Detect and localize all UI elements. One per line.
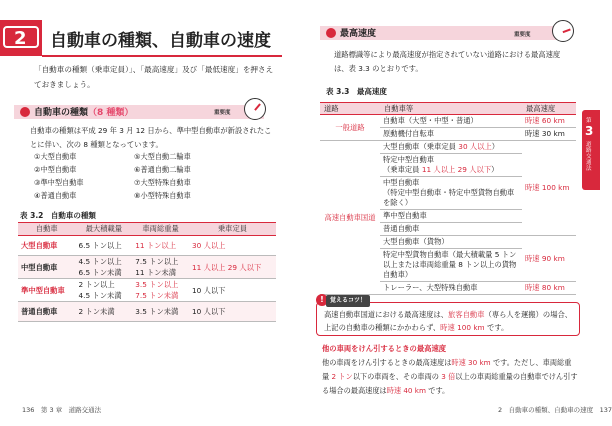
table-cell: 2 トン以上 4.5 トン未満 [76,279,133,302]
left-page [0,0,300,426]
subheading-max-speed [320,20,570,42]
table-header: 道路 [320,103,380,115]
vehicle-cell: 自動車（大型・中型・普通） [380,115,522,128]
importance-label: 重要度 [214,110,231,116]
table-row [18,302,276,322]
vehicle-type-item: ④普通自動車 [34,191,77,200]
vehicle-cell: 普通自動車 [380,223,522,236]
table-header: 乗車定員 [189,223,276,236]
vehicle-cell: 原動機付自転車 [380,128,522,141]
table-cell: 10 人以下 [189,302,276,322]
table-cell: 6.5 トン以上 [76,236,133,256]
vehicle-cell: 大型自動車（貨物） [380,236,522,249]
table-header: 自動車等 [380,103,522,115]
section-badge [0,20,42,56]
speed-cell: 時速 100 km [522,141,576,236]
table-cell: 11 トン以上 [132,236,189,256]
importance-gauge-icon [552,20,574,42]
table-cell: 3.5 トン未満 [132,302,189,322]
table-cell: 2 トン未満 [76,302,133,322]
table-header: 最高速度 [522,103,576,115]
section-header [0,20,290,56]
table-header: 最大積載量 [76,223,133,236]
vehicle-type-item: ③準中型自動車 [34,178,84,187]
table-row [18,256,276,279]
vehicle-types-table [18,222,276,322]
speed-cell: 時速 90 km [522,236,576,282]
vehicle-type-list [34,151,234,201]
towing-heading: 他の車両をけん引するときの最高速度 [322,344,447,353]
vehicle-type-item: ②中型自動車 [34,165,77,174]
section-title: 自動車の種類、自動車の速度 [50,31,271,51]
vehicle-cell: 大型自動車（乗車定員 30 人以上） [380,141,522,154]
table-header: 車両総重量 [132,223,189,236]
table-row [320,115,576,128]
table-cell: 4.5 トン以上 6.5 トン未満 [76,256,133,279]
intro-text: 「自動車の種類（乗車定員）」、「最高速度」及び「最低速度」を押さえておきましょう。 [34,65,274,89]
right-page [300,0,612,426]
body-paragraph: 道路標識等により最高速度が指定されていない道路における最高速度は、表 3.3 のとおりです。 [334,50,561,73]
table-row [18,236,276,256]
table-cell: 3.5 トン以上 7.5 トン未満 [132,279,189,302]
vehicle-type-item: ①大型自動車 [34,152,77,161]
table-caption: 表 3.3 最高速度 [326,87,387,96]
vehicle-type-item: ⑤大型自動二輪車 [134,152,191,161]
subheading-count: （8 種類） [88,108,134,118]
vehicle-cell: 特定中型自動車 （乗車定員 11 人以上 29 人以下） [380,154,522,177]
page-footer: 136 第 3 章 道路交通法 [22,406,102,414]
speed-cell: 時速 80 km [522,282,576,295]
vehicle-cell: 中型自動車 （特定中型自動車・特定中型貨物自動車を除く） [380,177,522,210]
road-cell: 高速自動車国道 [320,141,380,295]
section-number: 2 [14,28,27,49]
tip-icon: ! [316,294,328,306]
table-row [18,279,276,302]
vehicle-type-item: ⑥普通自動二輪車 [134,165,191,174]
table-row [320,141,576,154]
vehicle-type-item: ⑦大型特殊自動車 [134,178,191,187]
table-cell: 11 人以上 29 人以下 [189,256,276,279]
table-header: 自動車 [18,223,76,236]
importance-gauge-icon [244,98,266,120]
body-paragraph: 自動車の種類は平成 29 年 3 月 12 日から、準中型自動車が新設されたことに伴い、次の 8 種類となっています。 [30,126,272,149]
vehicle-type-cell: 大型自動車 [18,236,76,256]
tip-text: 高速自動車国道における最高速度は、旅客自動車（専ら人を運搬）の場合、上記の自動車の種類にかかわらず、時速 100 km です。 [324,310,573,332]
max-speed-table [320,102,576,295]
towing-paragraph: 他の車両をけん引するときの最高速度は時速 30 km です。ただし、車両総重量 2 トン以下の車両を、その車両の 3 倍以上の車両総重量の自動車でけん引する場合の最高速度は時速 40 km です。 [322,358,578,395]
subheading-label: 最高速度 [340,29,377,39]
vehicle-type-cell: 中型自動車 [18,256,76,279]
bullet-icon [326,28,336,38]
table-cell: 7.5 トン以上 11 トン未満 [132,256,189,279]
speed-cell: 時速 30 km [522,128,576,141]
vehicle-type-cell: 準中型自動車 [18,279,76,302]
table-cell: 10 人以下 [189,279,276,302]
chapter-side-tab: 第 3 道路交通法 [582,110,600,190]
table-cell: 30 人以上 [189,236,276,256]
vehicle-cell: トレーラー、大型特殊自動車 [380,282,522,295]
speed-cell: 時速 60 km [522,115,576,128]
importance-label: 重要度 [514,32,531,38]
subheading-label: 自動車の種類 [34,108,89,118]
tip-label: 覚えるコツ！ [326,295,370,307]
vehicle-type-item: ⑧小型特殊自動車 [134,191,191,200]
table-caption: 表 3.2 自動車の種類 [20,211,96,220]
subheading-vehicle-types [14,99,280,121]
road-cell: 一般道路 [320,115,380,141]
section-underline [42,55,282,57]
bullet-icon [20,107,30,117]
vehicle-cell: 特定中型貨物自動車（最大積載量 5 トン以上または車両総重量 8 トン以上の貨物自動車） [380,249,522,282]
page-footer: 2 自動車の種類、自動車の速度 137 [498,406,612,414]
vehicle-cell: 準中型自動車 [380,210,522,223]
vehicle-type-cell: 普通自動車 [18,302,76,322]
